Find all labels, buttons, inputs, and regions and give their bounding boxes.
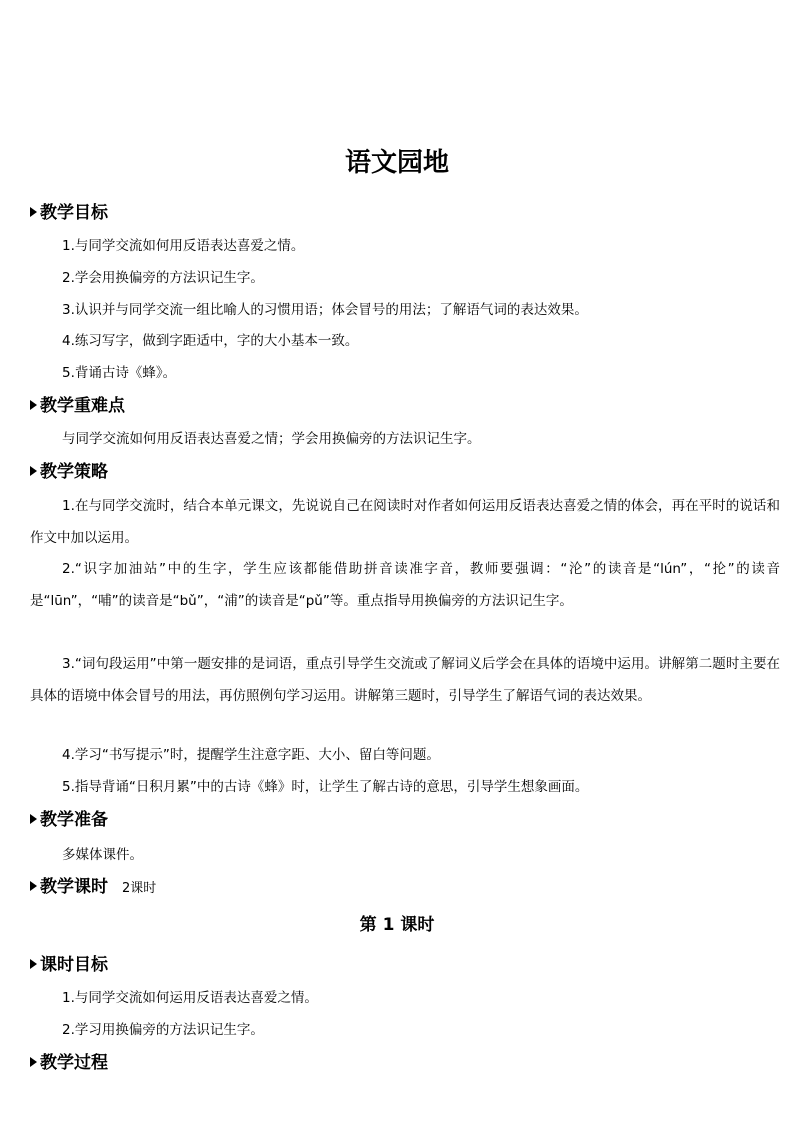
- goal-item: 2.学会用换偏旁的方法识记生字。: [62, 270, 264, 286]
- prep-text: 多媒体课件。: [62, 847, 143, 863]
- strategy-item: 2.“识字加油站”中的生字，学生应该都能借助拼音读准字音，教师要强调：“沦”的读音是“lún”，“抡”的读音是“lūn”，“哺”的读音是“bǔ”，“浦”的读音是“pǔ”等。重点指导用换偏旁的方法识记生字。: [30, 561, 780, 609]
- strategy-item: 3.“词句段运用”中第一题安排的是词语，重点引导学生交流或了解词义后学会在具体的语境中运用。讲解第二题时主要在具体的语境中体会冒号的用法，再仿照例句学习运用。讲解第三题时，引导学生了解语气词的表达效果。: [30, 656, 780, 704]
- goal-item: 5.背诵古诗《蜂》。: [62, 365, 177, 381]
- section-heading-label: 教学准备: [40, 810, 108, 830]
- key-points-text: 与同学交流如何用反语表达喜爱之情；学会用换偏旁的方法识记生字。: [62, 431, 481, 447]
- goal-item: 3.认识并与同学交流一组比喻人的习惯用语；体会冒号的用法；了解语气词的表达效果。: [62, 302, 588, 318]
- section-heading-label: 教学目标: [40, 203, 108, 223]
- hours-value: 2课时: [122, 881, 157, 896]
- triangle-bullet-icon: [30, 400, 37, 410]
- section-heading-label: 教学策略: [40, 462, 108, 482]
- section-heading-label: 教学重难点: [40, 396, 125, 416]
- section-heading-prep: [30, 809, 108, 831]
- triangle-bullet-icon: [30, 466, 37, 476]
- strategy-item: 4.学习“书写提示”时，提醒学生注意字距、大小、留白等问题。: [62, 747, 440, 763]
- section-heading-hours: [30, 876, 156, 900]
- lesson-goal-item: 2.学习用换偏旁的方法识记生字。: [62, 1022, 264, 1038]
- triangle-bullet-icon: [30, 814, 37, 824]
- section-heading-label: 课时目标: [40, 955, 108, 975]
- triangle-bullet-icon: [30, 881, 37, 891]
- section-heading-label: 教学过程: [40, 1053, 108, 1073]
- strategy-item: 5.指导背诵“日积月累”中的古诗《蜂》时，让学生了解古诗的意思，引导学生想象画面。: [62, 779, 589, 795]
- section-heading-strategy: [30, 461, 108, 483]
- section-heading-goals: [30, 202, 108, 224]
- page-title: 语文园地: [344, 148, 449, 178]
- section-heading-process: [30, 1052, 108, 1074]
- section-heading-key-points: [30, 395, 125, 417]
- goal-item: 4.练习写字，做到字距适中，字的大小基本一致。: [62, 333, 359, 349]
- triangle-bullet-icon: [30, 1057, 37, 1067]
- lesson-goal-item: 1.与同学交流如何运用反语表达喜爱之情。: [62, 990, 318, 1006]
- strategy-item: 1.在与同学交流时，结合本单元课文，先说说自己在阅读时对作者如何运用反语表达喜爱之情的体会，再在平时的说话和作文中加以运用。: [30, 498, 780, 546]
- triangle-bullet-icon: [30, 959, 37, 969]
- section-heading-lesson-goals: [30, 954, 108, 976]
- goal-item: 1.与同学交流如何用反语表达喜爱之情。: [62, 238, 305, 254]
- lesson-title: 第 1 课时: [359, 915, 435, 935]
- section-heading-label: 教学课时: [40, 877, 108, 897]
- triangle-bullet-icon: [30, 207, 37, 217]
